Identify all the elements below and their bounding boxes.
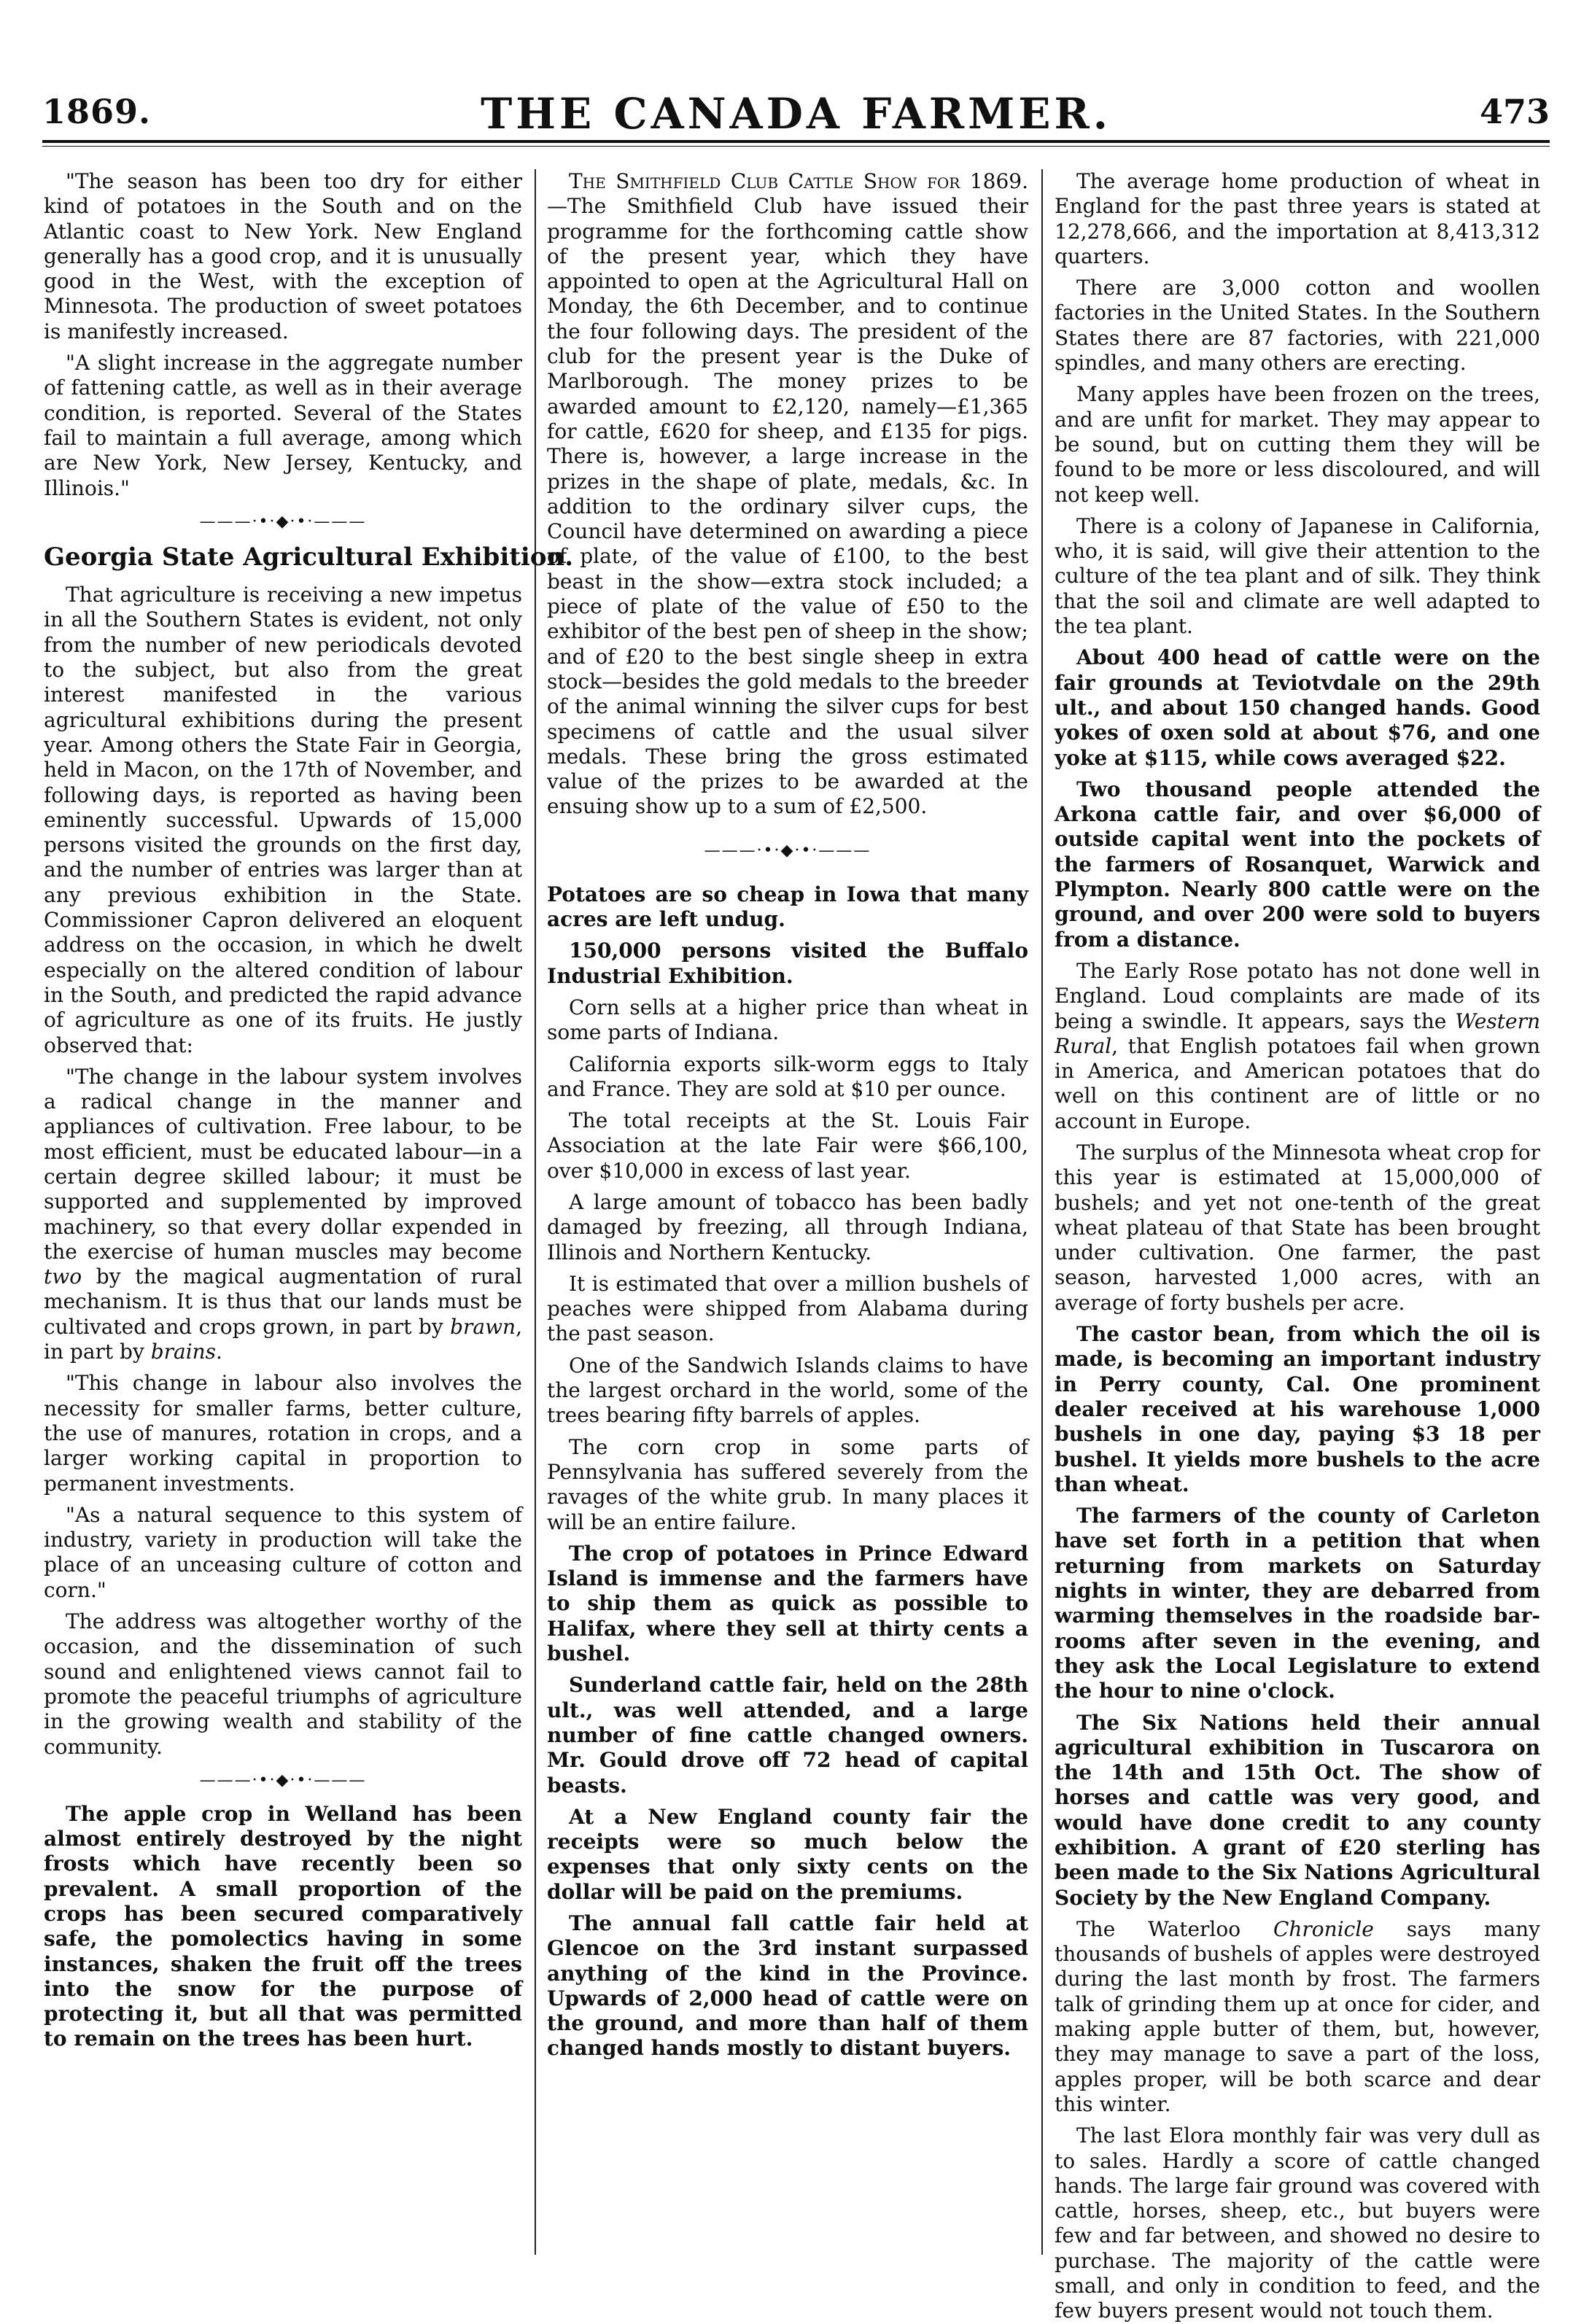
news-item: The total receipts at the St. Louis Fair Association at the late Fair were $66,100, over $10,000 in excess of last year.	[547, 1108, 1028, 1183]
news-item: One of the Sandwich Islands claims to have the largest orchard in the world, some of the trees bearing fifty barrels of apples.	[547, 1353, 1028, 1428]
news-item: The Waterloo Chronicle says many thousands of bushels of apples were destroyed during the last month by frost. The farmers talk of grinding them up at once for cider, and making apple butter of them, but, however, they may manage to save a part of the loss, apples proper, will be both scarce and dear this winter.	[1055, 1916, 1540, 2116]
column-2	[547, 169, 1028, 2255]
italic-title: Chronicle	[1273, 1916, 1374, 1941]
crop-report-quote-1: "The season has been too dry for either kind of potatoes in the South and on the Atlantic coast to New York. New England generally has a good crop, and it is unusually good in the West, with the exception of Minnesota. The production of sweet potatoes is manifestly increased.	[44, 169, 522, 343]
column-divider	[535, 169, 536, 2255]
news-item: California exports silk-worm eggs to Italy and France. They are sold at $10 per ounce.	[547, 1052, 1028, 1101]
masthead-title: THE CANADA FARMER.	[481, 89, 1111, 139]
news-item: The surplus of the Minnesota wheat crop for this year is estimated at 15,000,000 of bushels; and yet not one-tenth of the great wheat plateau of that State has been brought under cultivation. One farmer, the past season, harvested 1,000 acres, with an average of forty bushels per acre.	[1055, 1140, 1540, 1315]
news-item: Corn sells at a higher price than wheat in some parts of Indiana.	[547, 995, 1028, 1045]
news-item: It is estimated that over a million bushels of peaches were shipped from Alabama during the past season.	[547, 1271, 1028, 1346]
welland-apple-item: The apple crop in Welland has been almost entirely destroyed by the night frosts which have recently been so prevalent. A small proportion of the crops has been secured comparatively safe, the pomolectics having in some instances, shaken the fruit off the trees into the snow for the purpose of protecting it, but all that was permitted to remain on the trees has been hurt.	[44, 1801, 522, 2051]
news-item: The farmers of the county of Carleton have set forth in a petition that when returning from markets on Saturday nights in winter, they are debarred from warming themselves in the roadside bar-rooms after seven in the evening, and they ask the Local Legislature to extend the hour to nine o'clock.	[1055, 1504, 1540, 1703]
page-number: 473	[1479, 92, 1550, 131]
news-item: A large amount of tobacco has been badly damaged by freezing, all through Indiana, Illinois and Northern Kentucky.	[547, 1189, 1028, 1264]
news-item: Two thousand people attended the Arkona cattle fair, and over $6,000 of outside capital went into the pockets of the farmers of Rosanquet, Warwick and Plympton. Nearly 800 cattle were on the ground, and over 200 were sold to buyers from a distance.	[1055, 777, 1540, 952]
georgia-quote-sequence: "As a natural sequence to this system of industry, variety in production will take the place of an unceasing culture of cotton and corn."	[44, 1502, 522, 1602]
crop-report-quote-2: "A slight increase in the aggregate number of fattening cattle, as well as in their average condition, is reported. Several of the States fail to maintain a full average, among which are New York, New Jersey, Kentucky, and Illinois."	[44, 351, 522, 500]
section-ornament: ———·•·◆·•·———	[199, 512, 367, 531]
news-item: Potatoes are so cheap in Iowa that many acres are left undug.	[547, 882, 1028, 932]
page-header	[42, 70, 1550, 150]
news-item: The Six Nations held their annual agricultural exhibition in Tuscarora on the 14th and 15th Oct. The show of horses and cattle was very good, and would have done credit to any county exhibition. A grant of £20 sterling has been made to the Six Nations Agricultural Society by the New England Company.	[1055, 1710, 1540, 1910]
page-year: 1869.	[42, 92, 152, 131]
news-item: The castor bean, from which the oil is made, is becoming an important industry in Perry county, Cal. One prominent dealer received at his warehouse 1,000 bushels in one day, paying $3 18 per bushel. It yields more bushels to the acre than wheat.	[1055, 1322, 1540, 1496]
news-item: There is a colony of Japanese in California, who, it is said, will give their attention to the culture of the tea plant and of silk. They think that the soil and climate are well adapted to the tea plant.	[1055, 513, 1540, 639]
news-item: About 400 head of cattle were on the fair grounds at Teviotvdale on the 29th ult., and about 150 changed hands. Good yokes of oxen sold at about $76, and one yoke at $115, while cows averaged $22.	[1055, 645, 1540, 770]
smithfield-article: The Smithfield Club Cattle Show for 1869.—The Smithfield Club have issued their programme for the forthcoming cattle show of the present year, which they have appointed to open at the Agricultural Hall on Monday, the 6th December, and to continue the four following days. The president of the club for the present year is the Duke of Marlborough. The money prizes to be awarded amount to £2,120, namely—£1,365 for cattle, £620 for sheep, and £135 for pigs. There is, however, a large increase in the prizes in the shape of plate, medals, &c. In addition to the ordinary silver cups, the Council have determined on awarding a piece of plate, of the value of £100, to the best beast in the show—extra stock included; a piece of plate of the value of £50 to the exhibitor of the best pen of sheep in the show; and of £20 to the best single sheep in extra stock—besides the gold medals to the breeder of the animal winning the silver cups for best specimens of cattle and the usual silver medals. These bring the gross estimated value of the prizes to be awarded at the ensuing show up to a sum of £2,500.	[547, 169, 1028, 819]
news-item: 150,000 persons visited the Buffalo Industrial Exhibition.	[547, 938, 1028, 988]
georgia-quote-labour: "The change in the labour system involves a radical change in the manner and appliances of cultivation. Free labour, to be most efficient, must be educated labour—in a certain degree skilled labour; it must be supported and supplemented by improved machinery, so that every dollar expended in the exercise of human muscles may become two by the magical augmentation of rural mechanism. It is thus that our lands must be cultivated and crops grown, in part by brawn, in part by brains.	[44, 1064, 522, 1364]
italic-word: brains	[150, 1340, 217, 1364]
news-item: At a New England county fair the receipts were so much below the expenses that only sixty cents on the dollar will be paid on the premiums.	[547, 1804, 1028, 1904]
georgia-closing: The address was altogether worthy of the occasion, and the dissemination of such sound and enlightened views cannot fail to promote the peaceful triumphs of agriculture in the growing wealth and stability of the community.	[44, 1609, 522, 1759]
italic-word: brawn	[450, 1314, 516, 1339]
section-ornament: ———·•·◆·•·———	[199, 1771, 367, 1789]
smithfield-lead: The Smithfield Club Cattle Show for 1869.	[569, 169, 1028, 193]
news-item: There are 3,000 cotton and woollen factories in the United States. In the Southern States there are 87 factories, with 221,000 spindles, and many others are erecting.	[1055, 276, 1540, 376]
news-item: Many apples have been frozen on the trees, and are unfit for market. They may appear to be sound, but on cutting them they will be found to be more or less discoloured, and will not keep well.	[1055, 382, 1540, 507]
news-item: Sunderland cattle fair, held on the 28th ult., was well attended, and a large number of fine cattle changed owners. Mr. Gould drove off 72 head of capital beasts.	[547, 1673, 1028, 1798]
column-1	[44, 169, 574, 2255]
news-item: The Early Rose potato has not done well in England. Loud complaints are made of its being a swindle. It appears, says the Western Rural, that English potatoes fail when grown in America, and American potatoes that do well on this continent are of little or no account in Europe.	[1055, 958, 1540, 1133]
news-item: The last Elora monthly fair was very dull as to sales. Hardly a score of cattle changed hands. The large fair ground was covered with cattle, horses, sheep, etc., but buyers were few and far between, and showed no desire to purchase. The majority of the cattle were small, and only in condition to feed, and the few buyers present would not touch them.	[1055, 2123, 1540, 2323]
header-rule-thick	[42, 140, 1550, 143]
georgia-paragraph-1: That agriculture is receiving a new impetus in all the Southern States is evident, not only from the number of new periodicals devoted to the subject, but also from the great interest manifested in the various agricultural exhibitions during the present year. Among others the State Fair in Georgia, held in Macon, on the 17th of November, and following days, is reported as having been eminently successful. Upwards of 15,000 persons visited the grounds on the first day, and the number of entries was larger than at any previous exhibition in the State. Commissioner Capron delivered an eloquent address on the occasion, in which he dwelt especially on the altered condition of labour in the South, and predicted the rapid advance of agriculture as one of its fruits. He justly observed that:	[44, 583, 522, 1057]
italic-title: Western Rural	[1055, 1009, 1540, 1058]
column-3	[1055, 169, 1540, 2323]
georgia-quote-farms: "This change in labour also involves the necessity for smaller farms, better culture, the use of manures, rotation in crops, and a larger working capital in proportion to permanent investments.	[44, 1371, 522, 1496]
column-divider	[1041, 169, 1043, 2255]
section-ornament: ———·•·◆·•·———	[704, 841, 871, 860]
news-item: The average home production of wheat in England for the past three years is stated at 12,278,666, and the importation at 8,413,312 quarters.	[1055, 169, 1540, 268]
news-item: The crop of potatoes in Prince Edward Island is immense and the farmers have to ship them as quick as possible to Halifax, where they sell at thirty cents a bushel.	[547, 1541, 1028, 1666]
italic-word: two	[44, 1264, 82, 1289]
news-item: The annual fall cattle fair held at Glencoe on the 3rd instant surpassed anything of the kind in the Province. Upwards of 2,000 head of cattle were on the ground, and more than half of them changed hands mostly to distant buyers.	[547, 1911, 1028, 2061]
news-item: The corn crop in some parts of Pennsylvania has suffered severely from the ravages of the white grub. In many places it will be an entire failure.	[547, 1434, 1028, 1534]
article-heading-georgia: Georgia State Agricultural Exhibition.	[44, 542, 574, 572]
header-rule-thin	[42, 146, 1550, 147]
